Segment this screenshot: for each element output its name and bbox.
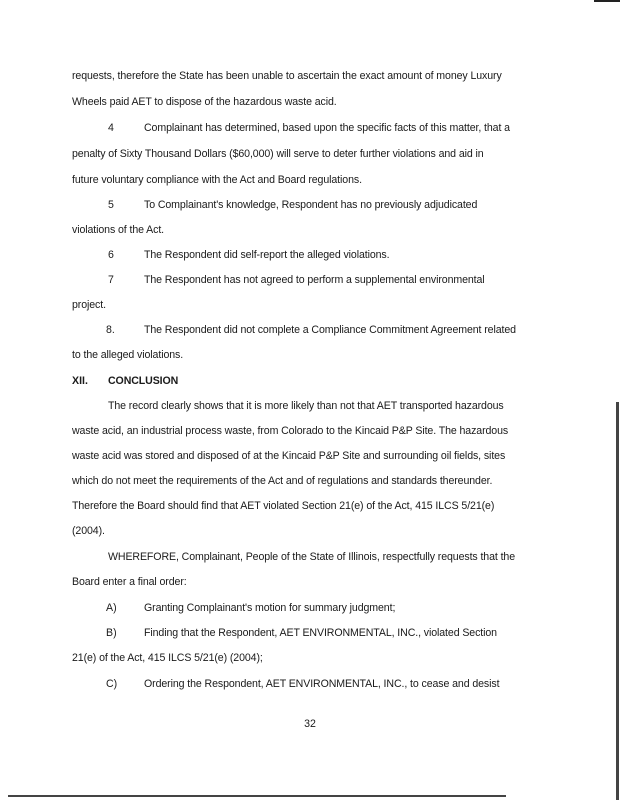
list-letter: A) [106,602,117,614]
paragraph-number: 8. [106,324,115,336]
section-number: XII. [72,375,88,387]
body-line: To Complainant's knowledge, Respondent has no previously adjudicated [144,199,478,211]
list-letter: C) [106,678,118,690]
body-line: Board enter a final order: [72,576,187,588]
body-line: waste acid, an industrial process waste, from Colorado to the Kincaid P&P Site. The hazardous [72,425,509,437]
paragraph-number: 7 [108,274,114,286]
paragraph-number: 6 [108,249,114,261]
section-heading: CONCLUSION [108,375,179,387]
body-line: 21(e) of the Act, 415 ILCS 5/21(e) (2004); [72,652,263,664]
body-line: The Respondent did not complete a Compliance Commitment Agreement related [144,324,516,336]
body-line: The Respondent has not agreed to perform a supplemental environmental [144,274,485,286]
body-line: penalty of Sixty Thousand Dollars ($60,000) will serve to deter further violations and aid in [72,148,484,160]
body-line: project. [72,299,106,311]
paragraph-number: 4 [108,122,114,134]
body-line: Complainant has determined, based upon the specific facts of this matter, that a [144,122,510,134]
page-number: 32 [304,718,316,730]
body-line: Finding that the Respondent, AET ENVIRONMENTAL, INC., violated Section [144,627,497,639]
body-line: waste acid was stored and disposed of at the Kincaid P&P Site and surrounding oil fields, sites [72,450,506,462]
list-letter: B) [106,627,117,639]
body-line: future voluntary compliance with the Act and Board regulations. [72,174,362,186]
body-line: which do not meet the requirements of the Act and of regulations and standards thereunder. [72,475,493,487]
body-line: to the alleged violations. [72,349,184,361]
body-line: requests, therefore the State has been unable to ascertain the exact amount of money Luxury [72,70,502,82]
paragraph-number: 5 [108,199,114,211]
body-line: The record clearly shows that it is more likely than not that AET transported hazardous [108,400,504,412]
body-line: Wheels paid AET to dispose of the hazardous waste acid. [72,96,337,108]
scan-edge-mark-bottom [8,795,506,797]
body-line: The Respondent did self-report the alleged violations. [144,249,390,261]
body-line: violations of the Act. [72,224,165,236]
body-line: Granting Complainant's motion for summary judgment; [144,602,396,614]
body-line: WHEREFORE, Complainant, People of the State of Illinois, respectfully requests that the [108,551,516,563]
body-line: Therefore the Board should find that AET violated Section 21(e) of the Act, 415 ILCS 5/21(e) [72,500,495,512]
body-line: Ordering the Respondent, AET ENVIRONMENTAL, INC., to cease and desist [144,678,500,690]
body-line: (2004). [72,525,105,537]
scan-edge-mark-right [616,402,619,800]
scan-edge-mark-top [594,0,620,2]
